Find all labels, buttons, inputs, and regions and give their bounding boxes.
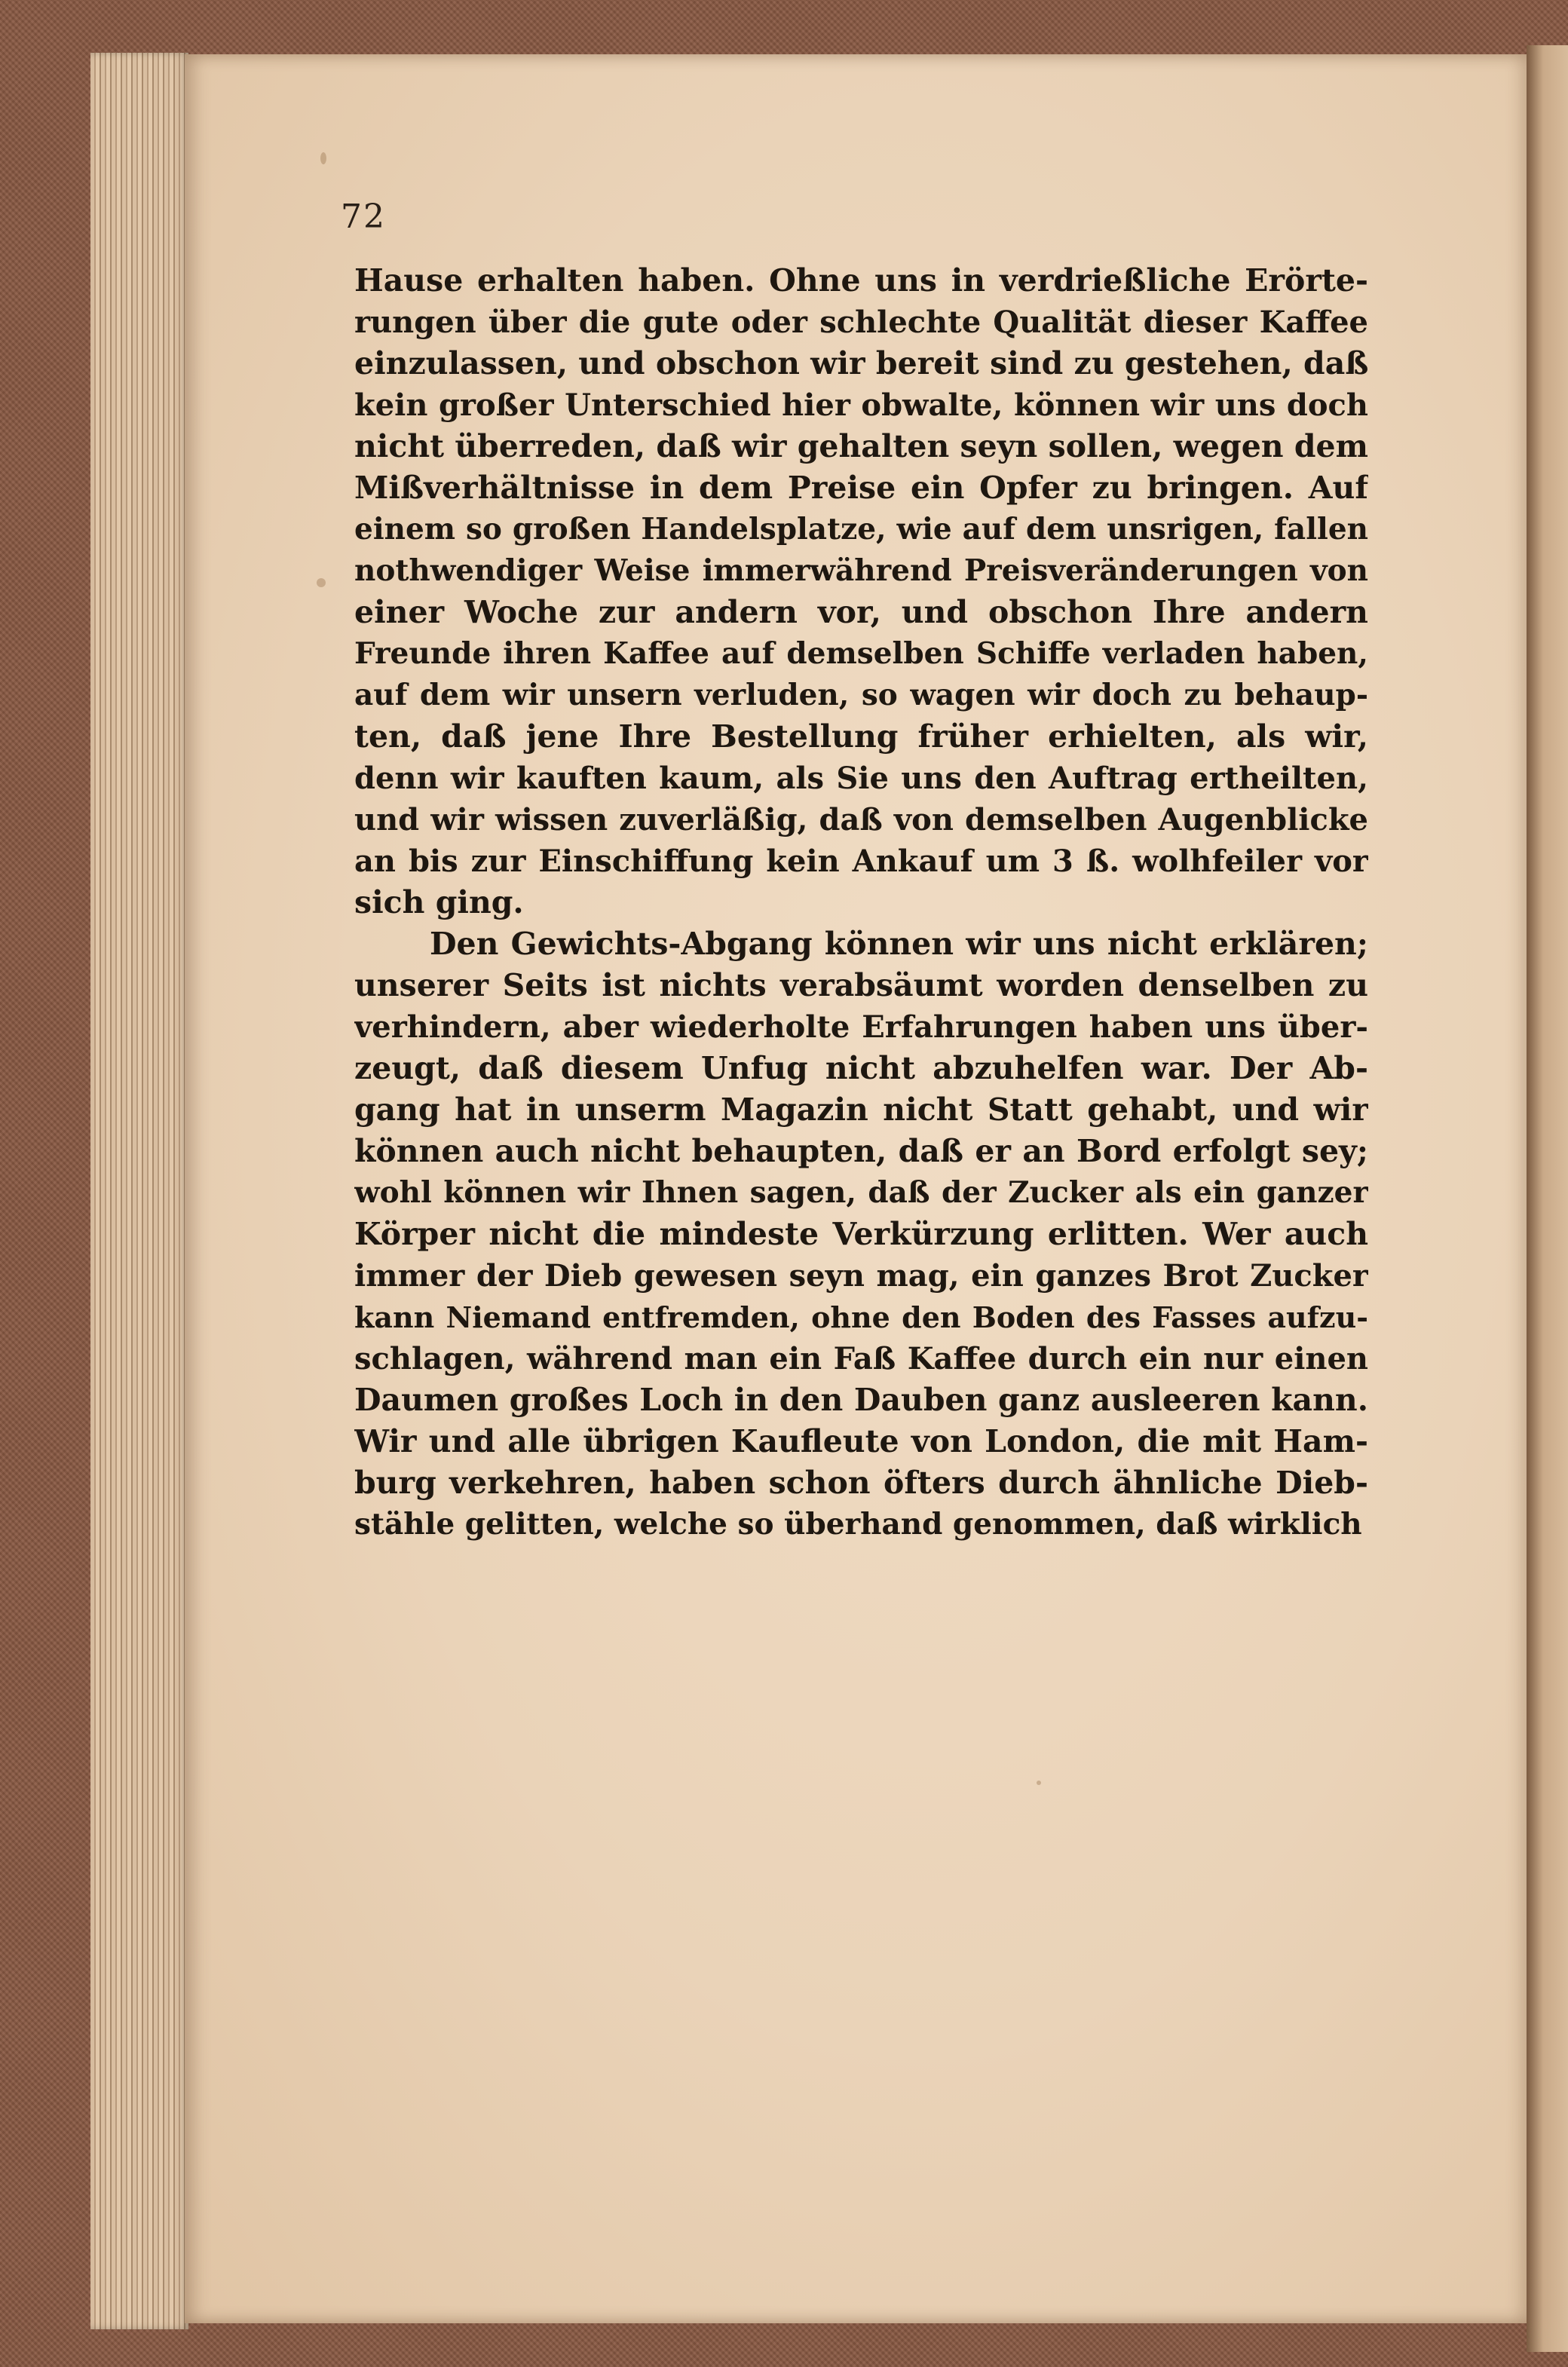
paragraph bbox=[354, 923, 1368, 1545]
text-line: Mißverhältnisse in dem Preise ein Opfer zu bringen. Auf bbox=[354, 470, 1368, 506]
text-line: einer Woche zur andern vor, und obschon Ihre andern bbox=[354, 594, 1368, 630]
text-line: ten, daß jene Ihre Bestellung früher erhielten, als wir, bbox=[354, 718, 1368, 755]
paragraph bbox=[354, 260, 1368, 923]
page-number: 72 bbox=[341, 198, 386, 236]
text-line: unserer Seits ist nichts verabsäumt worden denselben zu bbox=[354, 967, 1368, 1003]
text-line: schlagen, während man ein Faß Kaffee durch ein nur einen bbox=[354, 1341, 1368, 1376]
text-line: Den Gewichts-Abgang können wir uns nicht erklären; bbox=[430, 926, 1368, 962]
text-line: denn wir kauften kaum, als Sie uns den Auftrag ertheilten, bbox=[354, 761, 1368, 796]
text-line: kann Niemand entfremden, ohne den Boden des Fasses aufzu- bbox=[354, 1300, 1368, 1334]
text-line: burg verkehren, haben schon öfters durch ähnliche Dieb- bbox=[354, 1465, 1368, 1501]
text-line: Wir und alle übrigen Kaufleute von London, die mit Ham- bbox=[354, 1423, 1368, 1459]
paper-stain bbox=[1037, 1781, 1041, 1785]
text-line: sich ging. bbox=[354, 884, 524, 920]
text-line: Freunde ihren Kaffee auf demselben Schiffe verladen haben, bbox=[354, 636, 1368, 671]
page-text bbox=[354, 260, 1368, 1545]
text-line: auf dem wir unsern verluden, so wagen wir doch zu behaup- bbox=[354, 678, 1368, 712]
text-line: Körper nicht die mindeste Verkürzung erlitten. Wer auch bbox=[354, 1216, 1368, 1252]
text-line: können auch nicht behaupten, daß er an Bord erfolgt sey; bbox=[354, 1133, 1368, 1169]
text-line: Hause erhalten haben. Ohne uns in verdrießliche Erörte- bbox=[354, 262, 1368, 299]
text-line: einem so großen Handelsplatze, wie auf dem unsrigen, fallen bbox=[354, 512, 1368, 547]
paper-stain bbox=[320, 152, 326, 164]
text-line: nicht überreden, daß wir gehalten seyn sollen, wegen dem bbox=[354, 428, 1368, 464]
adjacent-page-edge bbox=[1527, 45, 1568, 2352]
text-line: an bis zur Einschiffung kein Ankauf um 3 ß. wolhfeiler vor bbox=[354, 844, 1368, 879]
text-line: verhindern, aber wiederholte Erfahrungen haben uns über- bbox=[354, 1009, 1368, 1045]
text-line: einzulassen, und obschon wir bereit sind zu gestehen, daß bbox=[354, 345, 1368, 381]
text-line: Daumen großes Loch in den Dauben ganz ausleeren kann. bbox=[354, 1382, 1368, 1418]
text-line: stähle gelitten, welche so überhand genommen, daß wirklich bbox=[354, 1507, 1362, 1542]
text-line: wohl können wir Ihnen sagen, daß der Zucker als ein ganzer bbox=[354, 1175, 1368, 1210]
text-line: kein großer Unterschied hier obwalte, können wir uns doch bbox=[354, 387, 1368, 423]
text-line: nothwendiger Weise immerwährend Preisveränderungen von bbox=[354, 553, 1368, 588]
paper-stain bbox=[317, 578, 326, 587]
text-line: gang hat in unserm Magazin nicht Statt gehabt, und wir bbox=[354, 1092, 1368, 1128]
text-line: und wir wissen zuverläßig, daß von demselben Augenblicke bbox=[354, 802, 1368, 837]
text-line: zeugt, daß diesem Unfug nicht abzuhelfen war. Der Ab- bbox=[354, 1050, 1368, 1086]
page-edges bbox=[90, 53, 188, 2329]
text-line: rungen über die gute oder schlechte Qualität dieser Kaffee bbox=[354, 305, 1368, 340]
text-line: immer der Dieb gewesen seyn mag, ein ganzes Brot Zucker bbox=[354, 1258, 1368, 1294]
